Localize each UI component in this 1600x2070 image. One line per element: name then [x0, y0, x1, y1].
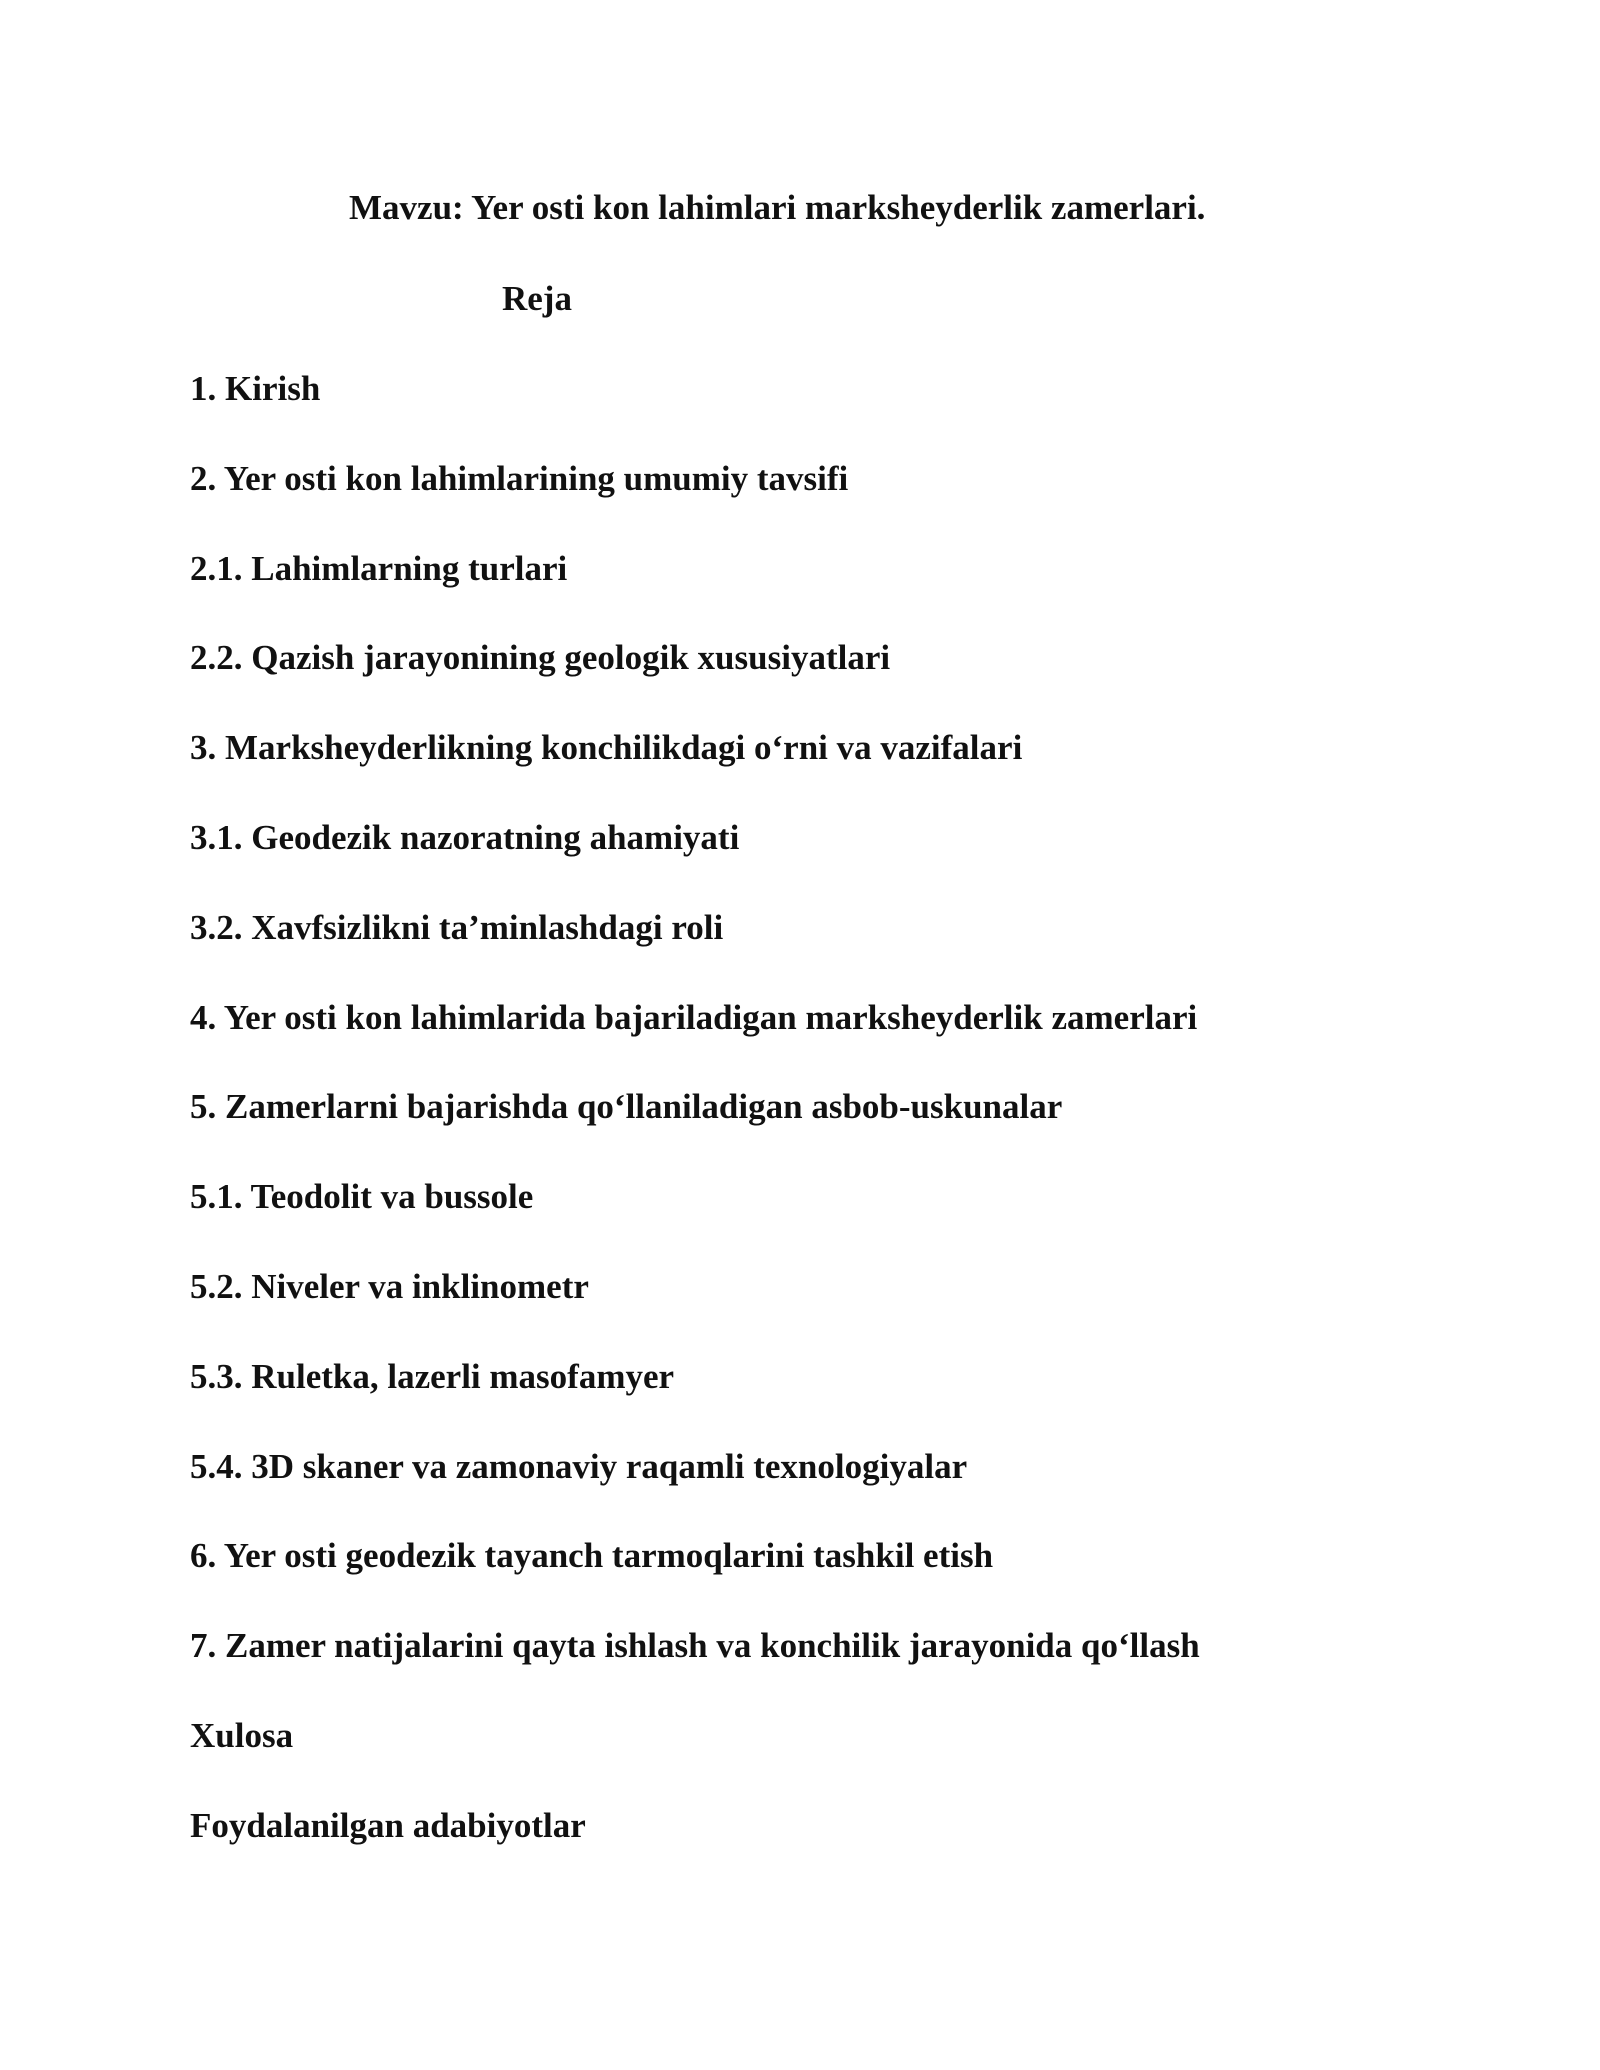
toc-item-xavfsizlik: 3.2. Xavfsizlikni ta’minlashdagi roli — [190, 907, 724, 947]
toc-item-ruletka: 5.3. Ruletka, lazerli masofamyer — [190, 1356, 675, 1396]
toc-item-geologik-xususiyatlar: 2.2. Qazish jarayonining geologik xususiyatlari — [190, 638, 891, 678]
toc-item-natijalar: 7. Zamer natijalarini qayta ishlash va konchilik jarayonida qo‘llash — [190, 1626, 1200, 1666]
toc-item-xulosa: Xulosa — [190, 1715, 294, 1755]
document-title: Mavzu: Yer osti kon lahimlari marksheyderlik zamerlari. — [349, 188, 1206, 227]
table-of-contents — [190, 365, 1200, 1892]
toc-item-niveler: 5.2. Niveler va inklinometr — [190, 1266, 589, 1306]
toc-item-zamerlar: 4. Yer osti kon lahimlarida bajariladigan marksheyderlik zamerlari — [190, 997, 1198, 1037]
toc-item-lahimlar-turlari: 2.1. Lahimlarning turlari — [190, 548, 568, 588]
toc-item-geodezik-nazorat: 3.1. Geodezik nazoratning ahamiyati — [190, 817, 740, 857]
toc-item-asbob-uskunalar: 5. Zamerlarni bajarishda qo‘llaniladigan asbob-uskunalar — [190, 1087, 1063, 1127]
toc-item-marksheyderlik-orni: 3. Marksheyderlikning konchilikdagi o‘rni va vazifalari — [190, 728, 1023, 768]
toc-item-3d-skaner: 5.4. 3D skaner va zamonaviy raqamli texnologiyalar — [190, 1446, 968, 1486]
toc-item-umumiy-tavsif: 2. Yer osti kon lahimlarining umumiy tavsifi — [190, 458, 849, 498]
toc-item-adabiyotlar: Foydalanilgan adabiyotlar — [190, 1805, 586, 1845]
toc-item-teodolit: 5.1. Teodolit va bussole — [190, 1177, 534, 1217]
plan-heading: Reja — [502, 279, 572, 318]
toc-item-kirish: 1. Kirish — [190, 369, 321, 408]
toc-item-tayanch-tarmoqlar: 6. Yer osti geodezik tayanch tarmoqlarini tashkil etish — [190, 1536, 994, 1576]
